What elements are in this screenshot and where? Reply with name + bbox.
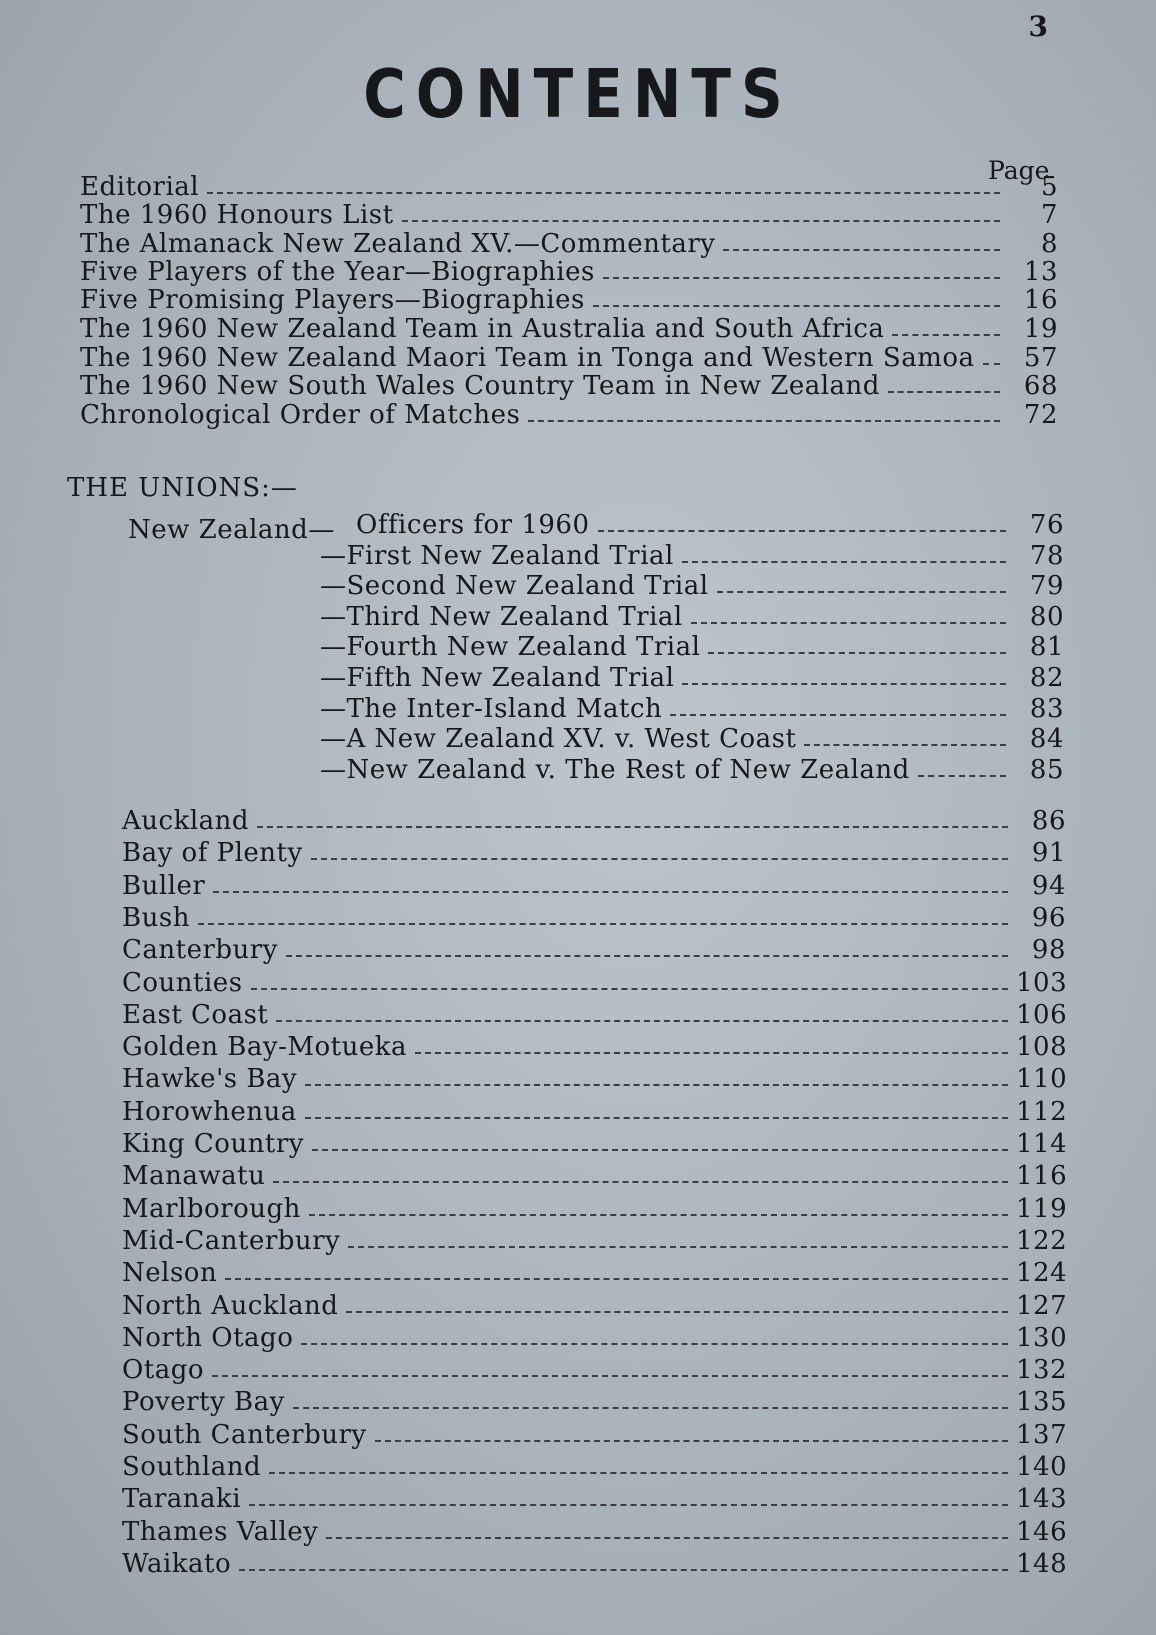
entry-page-number: 84: [1029, 724, 1064, 755]
entry-page-number: 146: [1016, 1516, 1068, 1547]
entry-page-number: 79: [1029, 571, 1064, 602]
nz-entry: [320, 541, 1064, 571]
entry-title: —New Zealand v. The Rest of New Zealand: [320, 754, 910, 785]
entry-page-number: 103: [1016, 967, 1068, 998]
entry-page-number: 124: [1016, 1258, 1068, 1289]
entry-title: Hawke's Bay: [122, 1064, 298, 1095]
dot-leader: [708, 652, 1006, 654]
entry-page-number: 122: [1016, 1225, 1068, 1256]
entry-page-number: 8: [1040, 229, 1058, 259]
dot-leader: [293, 1407, 1008, 1409]
entry-page-number: 112: [1016, 1096, 1068, 1127]
union-entry: [122, 1549, 1066, 1579]
toc-entry: [80, 371, 1058, 401]
dot-leader: [691, 622, 1006, 624]
dot-leader: [305, 1084, 1008, 1086]
entry-page-number: 114: [1016, 1129, 1068, 1159]
entry-title: Bush: [122, 902, 190, 933]
entry-title: —Fourth New Zealand Trial: [320, 632, 701, 663]
union-entry: [122, 806, 1066, 836]
entry-title: South Canterbury: [122, 1419, 367, 1450]
entry-page-number: 81: [1029, 632, 1064, 663]
toc-entry: [80, 257, 1058, 287]
entry-page-number: 78: [1029, 540, 1064, 571]
dot-leader: [402, 220, 1000, 222]
entry-page-number: 82: [1029, 663, 1064, 693]
dot-leader: [257, 826, 1008, 828]
dot-leader: [598, 530, 1007, 532]
entry-page-number: 143: [1016, 1484, 1068, 1515]
entry-page-number: 13: [1023, 257, 1058, 287]
entry-page-number: 116: [1016, 1161, 1068, 1192]
entry-title: Buller: [122, 870, 206, 901]
entry-page-number: 19: [1023, 314, 1058, 344]
entry-page-number: 83: [1029, 693, 1064, 724]
dot-leader: [528, 420, 1000, 422]
entry-page-number: 96: [1031, 902, 1066, 933]
entry-title: Taranaki: [122, 1484, 242, 1515]
entry-page-number: 7: [1040, 200, 1058, 230]
dot-leader: [375, 1440, 1008, 1442]
entry-page-number: 16: [1023, 285, 1058, 315]
dot-leader: [918, 775, 1006, 777]
entry-title: Officers for 1960: [356, 510, 590, 540]
toc-entry: [80, 400, 1058, 430]
union-entry: [122, 1194, 1066, 1224]
union-entry: [122, 903, 1066, 933]
entry-title: The 1960 New Zealand Team in Australia and South Africa: [80, 314, 885, 344]
page-title: CONTENTS: [363, 54, 793, 134]
dot-leader: [415, 1052, 1008, 1054]
dot-leader: [983, 363, 1000, 365]
dot-leader: [309, 1214, 1008, 1216]
union-entry: [122, 1064, 1066, 1094]
entry-title: Five Promising Players—Biographies: [80, 285, 585, 315]
dot-leader: [593, 305, 1000, 307]
entry-page-number: 148: [1016, 1548, 1068, 1579]
toc-entry: [80, 172, 1058, 202]
entry-title: Chronological Order of Matches: [80, 400, 521, 430]
entry-title: Marlborough: [122, 1193, 301, 1224]
union-entry: [122, 1355, 1066, 1385]
union-entry: [122, 1452, 1066, 1482]
entry-title: Mid-Canterbury: [122, 1225, 341, 1256]
dot-leader: [892, 334, 1000, 336]
entry-page-number: 106: [1016, 999, 1068, 1030]
entry-page-number: 98: [1031, 935, 1066, 966]
union-entry: [122, 1387, 1066, 1417]
dot-leader: [273, 1181, 1008, 1183]
dot-leader: [198, 923, 1008, 925]
nz-entry: [320, 724, 1064, 754]
nz-entry: [320, 632, 1064, 662]
dot-leader: [326, 1537, 1008, 1539]
entry-page-number: 108: [1016, 1032, 1068, 1063]
entry-title: Counties: [122, 967, 243, 998]
toc-entry: [80, 314, 1058, 344]
entry-title: North Auckland: [122, 1290, 339, 1321]
dot-leader: [723, 249, 1000, 251]
toc-entry: [80, 343, 1058, 373]
entry-page-number: 94: [1031, 870, 1066, 901]
nz-entry: [320, 755, 1064, 785]
page-number: 3: [1028, 10, 1048, 43]
dot-leader: [276, 1020, 1008, 1022]
entry-page-number: 110: [1016, 1064, 1068, 1095]
entry-title: Horowhenua: [122, 1096, 297, 1127]
entry-title: Thames Valley: [122, 1516, 319, 1547]
dot-leader: [305, 1117, 1008, 1119]
entry-title: Bay of Plenty: [122, 838, 303, 869]
section-heading-unions: THE UNIONS:—: [67, 473, 298, 503]
dot-leader: [286, 955, 1008, 957]
nz-entry: [356, 510, 1064, 540]
nz-entry: [320, 663, 1064, 693]
entry-title: North Otago: [122, 1322, 294, 1353]
dot-leader: [251, 988, 1008, 990]
entry-page-number: 140: [1016, 1452, 1068, 1482]
toc-entry: [80, 229, 1058, 259]
dot-leader: [301, 1343, 1008, 1345]
toc-entry: [80, 285, 1058, 315]
dot-leader: [269, 1472, 1008, 1474]
dot-leader: [212, 1375, 1008, 1377]
entry-title: —A New Zealand XV. v. West Coast: [320, 724, 797, 755]
entry-title: Otago: [122, 1355, 205, 1386]
union-entry: [122, 1258, 1066, 1288]
entry-page-number: 130: [1016, 1322, 1068, 1353]
entry-page-number: 57: [1023, 343, 1058, 373]
entry-page-number: 76: [1029, 510, 1064, 540]
entry-title: King Country: [122, 1129, 304, 1159]
entry-title: Waikato: [122, 1548, 232, 1579]
entry-title: East Coast: [122, 999, 269, 1030]
entry-page-number: 72: [1023, 400, 1058, 430]
dot-leader: [603, 277, 1000, 279]
entry-page-number: 119: [1016, 1193, 1068, 1224]
union-entry: [122, 1420, 1066, 1450]
dot-leader: [213, 891, 1008, 893]
entry-title: The 1960 Honours List: [80, 200, 394, 230]
entry-title: Nelson: [122, 1258, 218, 1289]
union-entry: [122, 1000, 1066, 1030]
entry-title: Poverty Bay: [122, 1387, 285, 1418]
entry-title: Golden Bay-Motueka: [122, 1032, 407, 1063]
union-entry: [122, 1291, 1066, 1321]
union-entry: [122, 871, 1066, 901]
entry-title: —Third New Zealand Trial: [320, 601, 683, 632]
union-entry: [122, 1161, 1066, 1191]
entry-title: The 1960 New South Wales Country Team in New Zealand: [80, 371, 880, 401]
entry-page-number: 5: [1040, 172, 1058, 202]
entry-title: —Second New Zealand Trial: [320, 571, 709, 602]
entry-title: The Almanack New Zealand XV.—Commentary: [80, 229, 716, 259]
dot-leader: [225, 1278, 1008, 1280]
entry-page-number: 132: [1016, 1355, 1068, 1386]
union-entry: [122, 838, 1066, 868]
entry-title: Southland: [122, 1452, 262, 1482]
entry-page-number: 91: [1031, 838, 1066, 869]
dot-leader: [682, 683, 1006, 685]
entry-page-number: 85: [1029, 754, 1064, 785]
entry-page-number: 68: [1023, 371, 1058, 401]
page-column-label: Page: [988, 156, 1050, 185]
entry-page-number: 135: [1016, 1387, 1068, 1418]
dot-leader: [670, 714, 1006, 716]
toc-entry: [80, 200, 1058, 230]
dot-leader: [207, 192, 1000, 194]
dot-leader: [888, 391, 1000, 393]
dot-leader: [346, 1311, 1008, 1313]
entry-title: Manawatu: [122, 1161, 266, 1192]
union-entry: [122, 1032, 1066, 1062]
dot-leader: [348, 1246, 1008, 1248]
union-entry: [122, 1129, 1066, 1159]
entry-title: —Fifth New Zealand Trial: [320, 663, 675, 693]
dot-leader: [717, 591, 1006, 593]
dot-leader: [682, 561, 1006, 563]
entry-title: —First New Zealand Trial: [320, 540, 674, 571]
entry-title: The 1960 New Zealand Maori Team in Tonga and Western Samoa: [80, 343, 975, 373]
entry-page-number: 127: [1016, 1290, 1068, 1321]
union-entry: [122, 1323, 1066, 1353]
dot-leader: [249, 1504, 1008, 1506]
dot-leader: [311, 858, 1008, 860]
entry-title: Editorial: [80, 172, 200, 202]
new-zealand-lead: New Zealand—: [128, 515, 335, 545]
entry-title: Five Players of the Year—Biographies: [80, 257, 595, 287]
nz-entry: [320, 602, 1064, 632]
union-entry: [122, 935, 1066, 965]
entry-title: —The Inter-Island Match: [320, 693, 663, 724]
entry-page-number: 80: [1029, 601, 1064, 632]
union-entry: [122, 1517, 1066, 1547]
entry-page-number: 137: [1016, 1419, 1068, 1450]
union-entry: [122, 1484, 1066, 1514]
union-entry: [122, 1226, 1066, 1256]
entry-title: Canterbury: [122, 935, 278, 966]
dot-leader: [804, 744, 1006, 746]
dot-leader: [239, 1569, 1008, 1571]
union-entry: [122, 1097, 1066, 1127]
nz-entry: [320, 694, 1064, 724]
nz-entry: [320, 571, 1064, 601]
dot-leader: [312, 1149, 1008, 1151]
entry-title: Auckland: [122, 806, 250, 836]
entry-page-number: 86: [1031, 806, 1066, 836]
union-entry: [122, 968, 1066, 998]
